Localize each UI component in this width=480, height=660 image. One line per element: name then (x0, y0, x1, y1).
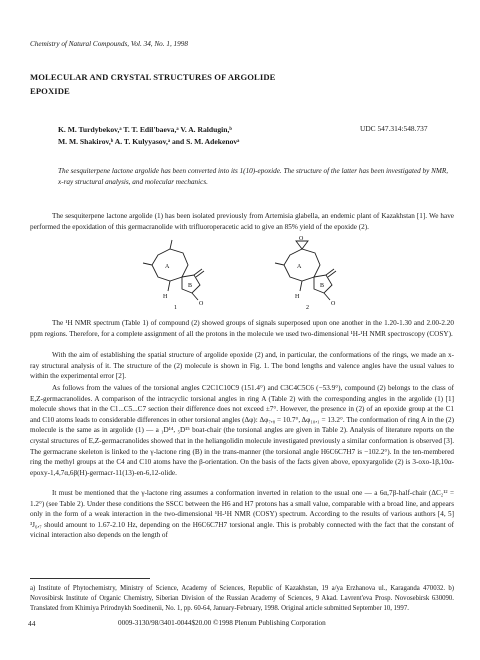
journal-header: Chemistry of Natural Compounds, Vol. 34, No. 1, 1998 (30, 40, 188, 48)
molecule-1-bond (194, 269, 202, 275)
molecule-1-ten-ring (152, 249, 188, 281)
title-line-2: EPOXIDE (30, 86, 70, 96)
molecule-2-epoxide-ring (296, 241, 308, 249)
copyright-line: 0009-3130/98/3401-0044$20.00 ©1998 Plenum Publishing Corporation (118, 619, 326, 627)
molecule-2-bond (326, 269, 334, 275)
body-paragraph-3: With the aim of establishing the spatial structure of argolide epoxide (2) and, in particular, the conformations of the rings, we made an x-ray structural analysis of it. The structure of the (2) molecule is shown in Fig. 1. The bond lengths and valence angles have the usual values to within the experimental error [2]. (30, 351, 454, 381)
title-line-1: MOLECULAR AND CRYSTAL STRUCTURES OF ARGOLIDE (30, 72, 276, 82)
body-paragraph-4: As follows from the values of the torsional angles C2C1C10C9 (151.4°) and C3C4C5C6 (−53.9°), compound (2) belongs to the class of E,Z-germacranolides. A comparison of the intracyclic torsional angles in ring A (Table 2) with the corresponding angles in the argolide (1) [1] molecule shows that in the C1...C5...C7 section their difference does not exceed ±7°. However, the presence in (2) of an epoxide group at the C1 and C10 atoms leads to considerable differences in other torsional angles (Δφ): Δφ₇,₈ = 10.7°, Δφ₁₀,₁ = 13.2°. The conformation of ring A in the (2) molecule is the same as in argolide (1) — a ₁D¹⁴, ₅D¹⁵ boat-chair (the torsional angles are given in Table 2). Analysis of literature reports on the crystal structures of E,Z-germacranolides showed that in the heliangolidin molecule investigated previously a similar conformation is observed [3]. The germacrane skeleton is linked to the γ-lactone ring (B) in the trans-manner (the torsional angle H6C6C7H7 is −102.2°). In the ten-membered ring the methyl groups at the C4 and C10 atoms have the β-orientation. On the basis of the facts given above, epoxyargolide (2) is 3-oxo-1β,10α-epoxy-1,4,7α,6β(H)-germacr-11(13)-en-6,12-olide. (30, 384, 454, 477)
authors-line-1: K. M. Turdybekov,ᵃ T. T. Edil'baeva,ᵃ V. A. Raldugin,ᵇ (58, 125, 232, 134)
molecule-1-bond (168, 281, 170, 291)
molecule-2-h-label: H (295, 294, 300, 300)
molecule-1 (143, 240, 204, 300)
molecule-2-bond (300, 281, 302, 291)
molecule-2-ten-ring (284, 249, 320, 281)
molecule-1-oxygen-label: O (199, 301, 204, 307)
molecule-1-number: 1 (174, 305, 177, 310)
body-paragraph-2: The ¹H NMR spectrum (Table 1) of compound (2) showed groups of signals superposed upon one another in the 1.20-1.30 and 2.00-2.20 ppm regions. Therefore, for a complete assignment of all the protons in the molecule we used two-dimensional ¹H-¹H NMR spectroscopy (COSY). (30, 319, 454, 338)
body-paragraph-1: The sesquiterpene lactone argolide (1) has been isolated previously from Artemisia glabella, an endemic plant of Kazakhstan [1]. We have performed the epoxidation of this germacranolide with trifluoroperacetic acid to give an 85% yield of the epoxide (2). (30, 212, 454, 231)
abstract: The sesquiterpene lactone argolide has been converted into its 1(10)-epoxide. The structure of the latter has been investigated by NMR, x-ray structural analysis, and molecular mechanics. (58, 167, 449, 186)
molecule-2-ring-b-label: B (320, 283, 325, 289)
udc-code: UDC 547.314:548.737 (360, 124, 428, 133)
molecule-1-ring-b-label: B (188, 283, 193, 289)
body-paragraph-5: It must be mentioned that the γ-lactone ring assumes a conformation inverted in relation to the usual one — a 6α,7β-half-chair (ΔC₂¹² = 1.2°) (see Table 2). Under these conditions the SSCC between the H6 and H7 protons has a small value, comparable with a broad line, and appears only in the form of a weak interaction in the two-dimensional ¹H-¹H NMR (COSY) spectrum. According to the results of various authors [4, 5] ³J₆,₇ should amount to 1.67-2.10 Hz, depending on the H6C6C7H7 torsional angle. This is probably connected with the fact that the constant of vicinal interaction also depends on the length of (30, 489, 454, 540)
structure-figure (0, 235, 480, 310)
article-title (30, 70, 450, 98)
molecule-2-bond (275, 263, 284, 265)
molecule-2-bond (324, 293, 330, 300)
footnote-rule (30, 578, 150, 579)
molecule-1-h-label: H (163, 294, 168, 300)
author-list (58, 124, 358, 148)
molecule-2-bond (328, 271, 336, 277)
molecule-2-oxygen-label: O (331, 301, 336, 307)
molecule-2-epoxide-oxygen-label: O (299, 236, 304, 242)
molecule-2-ring-a-label: A (297, 264, 302, 270)
molecule-1-bond (196, 271, 204, 277)
molecule-1-bond (143, 263, 152, 265)
molecule-2-number: 2 (306, 305, 309, 310)
molecule-1-ring-a-label: A (165, 264, 170, 270)
authors-line-2: M. M. Shakirov,ᵇ A. T. Kulyyasov,ᵃ and S. M. Adekenovᵃ (58, 137, 240, 146)
molecule-2 (275, 241, 336, 300)
affiliations-footnote (30, 584, 454, 614)
page-number: 44 (28, 619, 36, 628)
molecule-1-bond (192, 293, 198, 300)
molecule-1-bond (170, 240, 172, 249)
footnote-text: a) Institute of Phytochemistry, Ministry of Science, Academy of Sciences, Republic of Kazakhstan, 19 a/ya Erzhanova ul., Karaganda 470032. b) Novosibirsk Institute of Organic Chemistry, Siberian Division of the Russian Academy of Sciences, 9 Akad. Lavrent'eva Prosp. Novosebirsk 630090. Translated from Khimiya Prirodnykh Soedinenii, No. 1, pp. 60-64, January-February, 1998. Original article submitted September 10, 1997. (30, 585, 454, 612)
